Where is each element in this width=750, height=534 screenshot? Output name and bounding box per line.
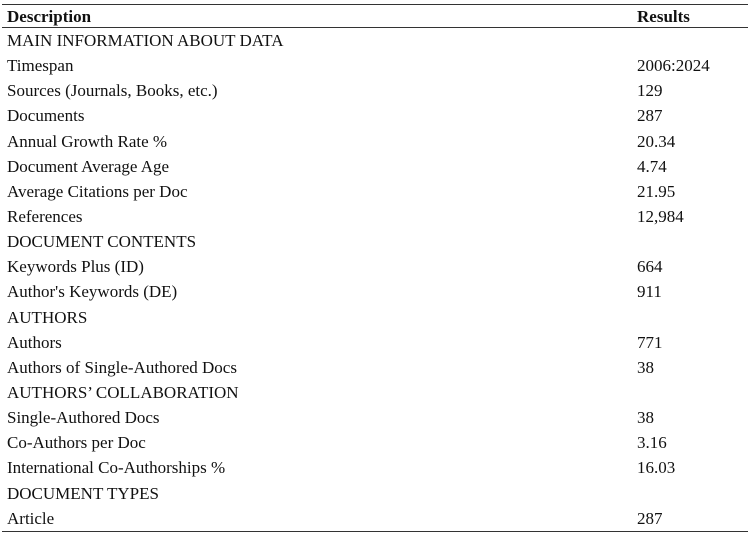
row-description: Authors (7, 332, 62, 352)
table-row (0, 254, 750, 279)
table-top-rule (2, 4, 748, 5)
table-row (0, 430, 750, 455)
table-row (0, 204, 750, 229)
row-result: 38 (637, 408, 654, 428)
row-description: Co-Authors per Doc (7, 433, 146, 453)
row-description: AUTHORS (7, 307, 88, 327)
header-results: Results (637, 7, 690, 26)
row-description: Average Citations per Doc (7, 181, 188, 201)
row-description: AUTHORS’ COLLABORATION (7, 382, 239, 402)
table-row (0, 129, 750, 154)
row-result: 664 (637, 257, 663, 277)
row-result: 911 (637, 282, 662, 302)
table-row (0, 305, 750, 330)
row-result: 12,984 (637, 206, 684, 226)
table-row (0, 481, 750, 506)
header-description: Description (7, 7, 92, 26)
table-row (0, 330, 750, 355)
table-row (0, 179, 750, 204)
row-description: International Co-Authorships % (7, 458, 226, 478)
table-row (0, 405, 750, 430)
row-description: Authors of Single-Authored Docs (7, 357, 237, 377)
row-description: Documents (7, 106, 85, 126)
row-description: Annual Growth Rate % (7, 131, 168, 151)
row-result: 129 (637, 81, 663, 101)
table-row (0, 229, 750, 254)
table-row (0, 355, 750, 380)
row-result: 16.03 (637, 458, 676, 478)
row-result: 771 (637, 332, 663, 352)
row-result: 4.74 (637, 156, 667, 176)
row-description: Sources (Journals, Books, etc.) (7, 81, 218, 101)
table-row (0, 103, 750, 128)
table-row (0, 78, 750, 103)
table-row (0, 279, 750, 304)
row-description: Single-Authored Docs (7, 408, 160, 428)
row-result: 21.95 (637, 181, 676, 201)
row-result: 287 (637, 508, 663, 528)
row-description: Keywords Plus (ID) (7, 257, 144, 277)
row-description: Article (7, 508, 55, 528)
table-row (0, 154, 750, 179)
row-description: Document Average Age (7, 156, 170, 176)
table-row (0, 506, 750, 531)
table-row (0, 380, 750, 405)
row-result: 3.16 (637, 433, 667, 453)
row-result: 2006:2024 (637, 56, 710, 76)
row-description: References (7, 206, 83, 226)
table-body (0, 28, 750, 531)
row-description: Author's Keywords (DE) (7, 282, 178, 302)
row-description: DOCUMENT CONTENTS (7, 232, 197, 252)
table-header-row (0, 6, 750, 27)
row-result: 38 (637, 357, 654, 377)
row-description: MAIN INFORMATION ABOUT DATA (7, 31, 284, 50)
row-description: DOCUMENT TYPES (7, 483, 159, 503)
table-row (0, 455, 750, 480)
table-row (0, 28, 750, 53)
row-result: 287 (637, 106, 663, 126)
row-description: Timespan (7, 56, 74, 76)
table-row (0, 53, 750, 78)
row-result: 20.34 (637, 131, 676, 151)
table-bottom-rule (2, 531, 748, 532)
